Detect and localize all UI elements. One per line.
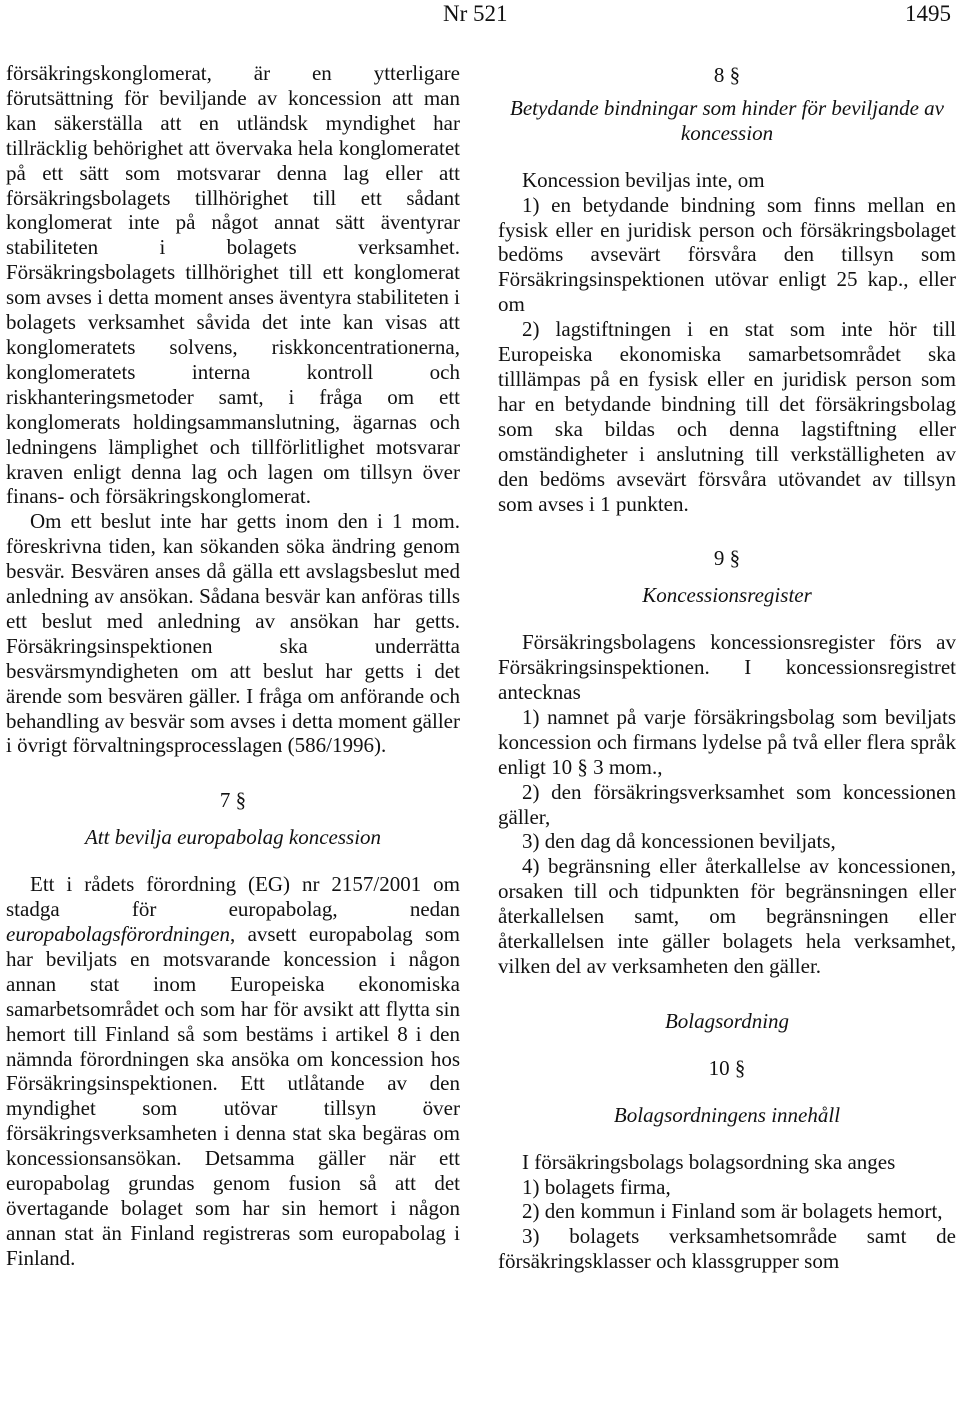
paragraph: Försäkringsbolagens koncessionsregister förs av Försäkringsinspektionen. I koncessionsregistret antecknas bbox=[498, 630, 956, 705]
list-item: 4) begränsning eller återkallelse av koncessionen, orsaken till och tidpunkten för begränsningen eller återkallelsen samt, om begränsningen eller återkallelsen inte gäller bolagets hela verksamhet, vilken del av verksamheten den gäller. bbox=[498, 854, 956, 978]
list-item: 1) namnet på varje försäkringsbolag som beviljats koncession och firmans lydelse på två eller flera språk enligt 10 § 3 mom., bbox=[498, 704, 956, 779]
section-title: Betydande bindningar som hinder för beviljande av koncession bbox=[510, 95, 944, 145]
list-item: 3) den dag då koncessionen beviljats, bbox=[522, 829, 836, 854]
paragraph: försäkringskonglomerat, är en ytterligare förutsättning för beviljande av koncession att man kan säkerställa att en utländsk myndighet har tillräcklig behörighet att övervaka hela konglomeratet på ett sätt som motsvarar denna lag eller att försäkringsbolagets tillhörighet till ett sådant konglomerat inte på något annat sätt äventyrar stabiliteten i bolagets verksamhet. Försäkringsbolagets tillhörighet till ett konglomerat som avses i detta moment anses äventyra stabiliteten i bolagets verksamhet såvida det inte kan visas att konglomeratets solvens, riskkoncentrationerna, konglomeratets interna kontroll och riskhanteringsmetoder samt, i fråga om ett konglomerats holdingsammanslutning, ägarnas och ledningens lämplighet och tillförlitlighet motsvarar kraven enligt denna lag och lagen om tillsyn över finans- och försäkringskonglomerat. bbox=[6, 61, 460, 509]
section-title: Att bevilja europabolag koncession bbox=[84, 825, 382, 850]
section-title: Bolagsordningens innehåll bbox=[613, 1102, 841, 1127]
paragraph: Om ett beslut inte har getts inom den i 1 mom. föreskrivna tiden, kan sökanden söka ändring genom besvär. Besvären anses då gälla ett avslagsbeslut med anledning av ansökan. Sådana besvär kan anföras tills ett beslut med anledning av ansökan har getts. Försäkringsinspektionen ska underrätta besvärsmyndigheten om att beslut har getts i det ärende som besvären gäller. I fråga om anförande och behandling av besvär som avses i detta moment gäller i övrigt förvaltningsprocesslagen (586/1996). bbox=[6, 509, 460, 758]
section-title: Koncessionsregister bbox=[642, 583, 812, 608]
list-item: 2) den kommun i Finland som är bolagets hemort, bbox=[522, 1199, 943, 1224]
right-column bbox=[498, 63, 956, 1274]
list-item: 2) lagstiftningen i en stat som inte hör till Europeiska ekonomiska samarbetsområdet ska tilllämpas på en fysisk eller en juridisk person som har en betydande bindning till det försäkringsbolag som ska bildas och denna lagstiftning eller omständigheter i anslutning till verkställigheten av den bedöms avsevärt försvåra utövandet av tillsyn som avses i 1 punkten. bbox=[498, 317, 956, 516]
section-number: 8 § bbox=[713, 63, 741, 87]
list-item: 1) en betydande bindning som finns mellan en fysisk eller en juridisk person och försäkringsbolaget bedöms avsevärt försvåra den tillsyn som Försäkringsinspektionen utövar enligt 25 kap., eller om bbox=[498, 192, 956, 317]
chapter-title: Bolagsordning bbox=[664, 1008, 790, 1033]
section-number: 10 § bbox=[708, 1055, 746, 1080]
issue-number: Nr 521 bbox=[443, 1, 508, 26]
defined-term: europabolagsförordningen bbox=[6, 922, 230, 946]
paragraph: Koncession beviljas inte, om bbox=[522, 167, 765, 192]
page-header bbox=[0, 0, 960, 30]
section-number: 9 § bbox=[713, 546, 741, 571]
paragraph: I försäkringsbolags bolagsordning ska anges bbox=[522, 1149, 896, 1174]
left-column bbox=[6, 61, 460, 1271]
list-item: 3) bolagets verksamhetsområde samt de försäkringsklasser och klassgrupper som bbox=[498, 1224, 956, 1274]
list-item: 2) den försäkringsverksamhet som koncessionen gäller, bbox=[498, 779, 956, 829]
paragraph: Ett i rådets förordning (EG) nr 2157/2001 om stadga för europabolag, nedan europabolagsförordningen, avsett europabolag som har beviljats en motsvarande koncession i någon annan stat inom Europeiska ekonomiska samarbetsområdet och som har för avsikt att flytta sin hemort till Finland så som bestäms i artikel 8 i den nämnda förordningen ska ansöka om koncession hos Försäkringsinspektionen. Ett utlåtande av den myndighet som utövar tillsyn över försäkringsverksamheten i denna stat ska begäras om koncessionsansökan. Detsamma gäller när ett europabolag grundas genom fusion så att det övertagande bolaget som har sin hemort i någon annan stat än Finland registreras som europabolag i Finland. bbox=[6, 872, 460, 1270]
page-number: 1495 bbox=[905, 1, 951, 26]
list-item: 1) bolagets firma, bbox=[522, 1174, 671, 1199]
section-number: 7 § bbox=[219, 788, 247, 813]
